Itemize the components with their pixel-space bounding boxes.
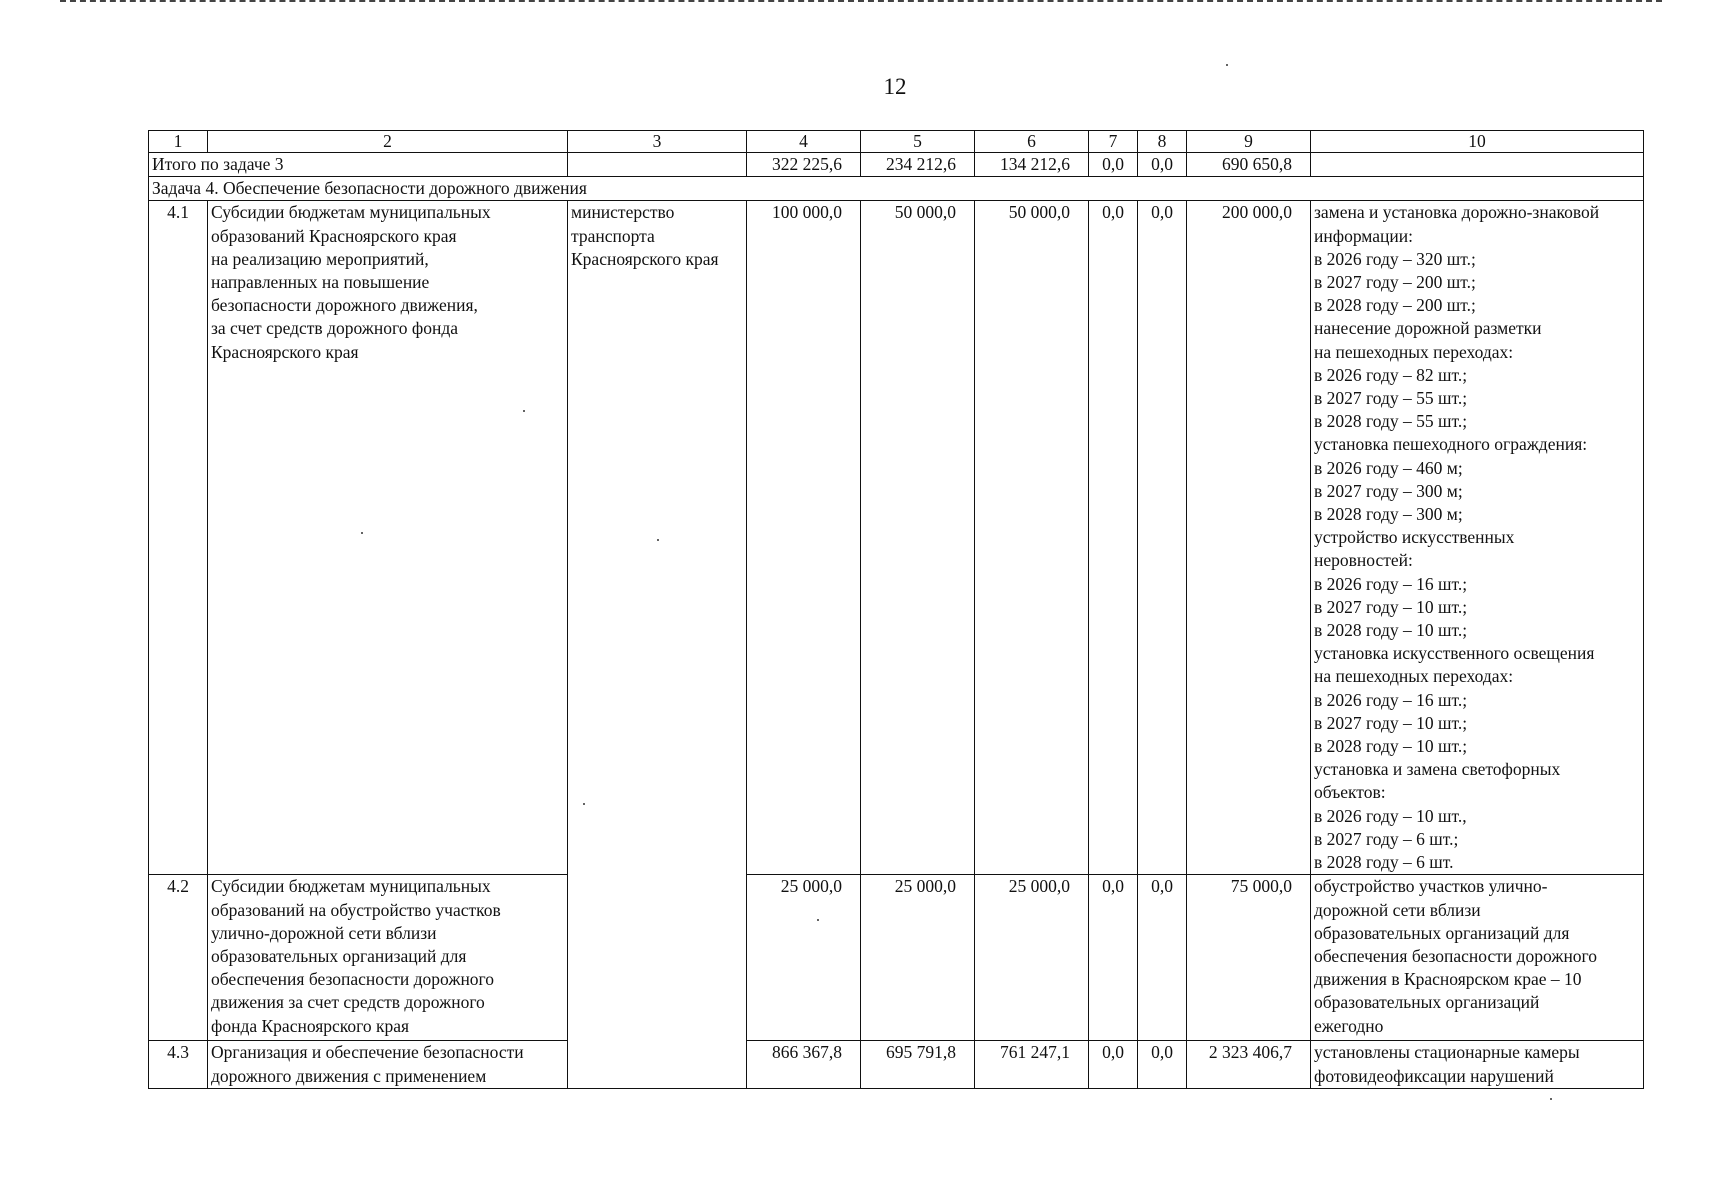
scan-speck	[1550, 1098, 1552, 1100]
header-cell: 3	[568, 131, 747, 153]
top-scan-edge	[60, 0, 1662, 4]
row-number: 4.2	[149, 875, 208, 1041]
executor: министерство транспорта Красноярского края	[568, 201, 747, 875]
scan-speck	[361, 532, 363, 534]
program-table	[148, 130, 1644, 1089]
table-cell: 0,0	[1138, 875, 1187, 1041]
header-cell: 5	[861, 131, 975, 153]
table-cell: 134 212,6	[975, 153, 1089, 177]
table-cell: 866 367,8	[747, 1041, 861, 1088]
section-title: Задача 4. Обеспечение безопасности дорожного движения	[149, 177, 1644, 201]
header-cell: 1	[149, 131, 208, 153]
header-cell: 7	[1089, 131, 1138, 153]
scan-speck	[583, 803, 585, 805]
table-cell: 0,0	[1089, 201, 1138, 875]
header-cell: 4	[747, 131, 861, 153]
row-number: 4.3	[149, 1041, 208, 1088]
subtotal-row	[149, 153, 1644, 177]
table-cell: 0,0	[1138, 201, 1187, 875]
page-number: 12	[883, 74, 907, 99]
table-cell: 761 247,1	[975, 1041, 1089, 1088]
table-row	[149, 1041, 1644, 1088]
table-cell: 690 650,8	[1187, 153, 1311, 177]
table-cell: 322 225,6	[747, 153, 861, 177]
row-number: 4.1	[149, 201, 208, 875]
table-cell: 25 000,0	[975, 875, 1089, 1041]
executor-merged	[568, 1041, 747, 1088]
scan-speck	[657, 539, 659, 541]
table-row	[149, 201, 1644, 875]
table-cell: 0,0	[1089, 875, 1138, 1041]
expected-result: замена и установка дорожно-знаковой информации: в 2026 году – 320 шт.; в 2027 году – 200 шт.; в 2028 году – 200 шт.; нанесение дорожной разметки на пешеходных переходах: в 2026 году – 82 шт.; в 2027 году – 55 шт.; в 2028 году – 55 шт.; установка пешеходного ограждения: в 2026 году – 460 м; в 2027 году – 300 м; в 2028 году – 300 м; устройство искусственных неровностей: в 2026 году – 16 шт.; в 2027 году – 10 шт.; в 2028 году – 10 шт.; установка искусственного освещения на пешеходных переходах: в 2026 году – 16 шт.; в 2027 году – 10 шт.; в 2028 году – 10 шт.; установка и замена светофорных объектов: в 2026 году – 10 шт., в 2027 году – 6 шт.; в 2028 году – 6 шт.	[1311, 201, 1644, 875]
table-cell: 100 000,0	[747, 201, 861, 875]
table-cell: 0,0	[1138, 1041, 1187, 1088]
table-cell: 695 791,8	[861, 1041, 975, 1088]
table-cell: 25 000,0	[861, 875, 975, 1041]
section-row	[149, 177, 1644, 201]
subtotal-label: Итого по задаче 3	[149, 153, 568, 177]
measure-name: Субсидии бюджетам муниципальных образований на обустройство участков улично-дорожной сети вблизи образовательных организаций для обеспечения безопасности дорожного движения за счет средств дорожного фонда Красноярского края	[208, 875, 568, 1041]
header-cell: 6	[975, 131, 1089, 153]
header-cell: 8	[1138, 131, 1187, 153]
table-cell: 0,0	[1089, 1041, 1138, 1088]
header-cell: 9	[1187, 131, 1311, 153]
table-cell: 25 000,0	[747, 875, 861, 1041]
table-cell	[1311, 153, 1644, 177]
table-cell: 0,0	[1089, 153, 1138, 177]
expected-result: обустройство участков улично- дорожной сети вблизи образовательных организаций для обеспечения безопасности дорожного движения в Красноярском крае – 10 образовательных организаций ежегодно	[1311, 875, 1644, 1041]
table-cell	[568, 153, 747, 177]
header-cell: 2	[208, 131, 568, 153]
scan-speck	[1226, 64, 1228, 66]
table-row	[149, 875, 1644, 1041]
measure-name: Субсидии бюджетам муниципальных образований Красноярского края на реализацию мероприятий, направленных на повышение безопасности дорожного движения, за счет средств дорожного фонда Красноярского края	[208, 201, 568, 875]
table-cell: 0,0	[1138, 153, 1187, 177]
expected-result: установлены стационарные камеры фотовидеофиксации нарушений	[1311, 1041, 1644, 1088]
scan-speck	[523, 410, 525, 412]
executor-merged	[568, 875, 747, 1041]
header-row	[149, 131, 1644, 153]
table-cell: 50 000,0	[975, 201, 1089, 875]
scan-speck	[817, 919, 819, 921]
table-cell: 75 000,0	[1187, 875, 1311, 1041]
header-cell: 10	[1311, 131, 1644, 153]
table-cell: 50 000,0	[861, 201, 975, 875]
table-cell: 200 000,0	[1187, 201, 1311, 875]
measure-name: Организация и обеспечение безопасности дорожного движения с применением	[208, 1041, 568, 1088]
table-cell: 234 212,6	[861, 153, 975, 177]
table-cell: 2 323 406,7	[1187, 1041, 1311, 1088]
